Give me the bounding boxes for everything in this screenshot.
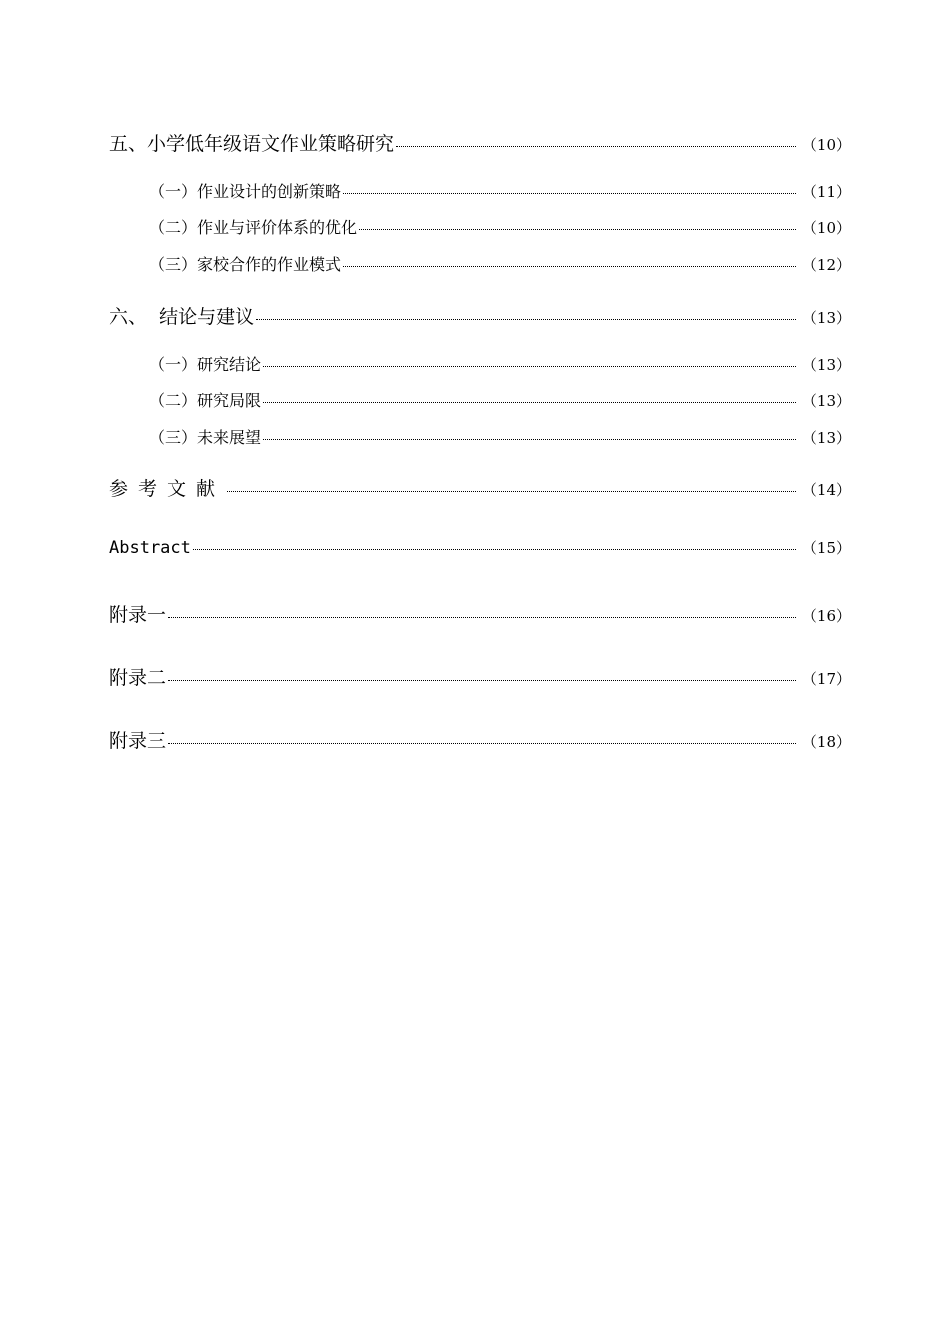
toc-page-number: （12）	[801, 256, 851, 274]
toc-page-number: （10）	[801, 136, 851, 154]
toc-entry-chapter-6[interactable]	[109, 302, 851, 329]
toc-entry-label: Abstract	[109, 538, 191, 558]
toc-page-number: （13）	[801, 356, 851, 374]
dot-leader	[263, 402, 796, 403]
dot-leader	[168, 743, 796, 744]
toc-page-number: （10）	[801, 219, 851, 237]
toc-page-number: （11）	[801, 183, 851, 201]
dot-leader	[256, 319, 796, 320]
toc-entry-references[interactable]	[109, 474, 851, 501]
toc-page-number: （18）	[801, 733, 851, 751]
toc-entry-appendix-3[interactable]	[109, 726, 851, 753]
toc-entry-label: 五、小学低年级语文作业策略研究	[109, 133, 395, 155]
toc-entry-label: 参考文献	[109, 478, 226, 500]
dot-leader	[359, 229, 796, 230]
toc-entry-appendix-2[interactable]	[109, 663, 851, 690]
toc-entry-label: （二）研究局限	[149, 391, 262, 410]
toc-entry-label: （二）作业与评价体系的优化	[149, 218, 358, 237]
dot-leader	[193, 549, 796, 550]
dot-leader	[168, 680, 796, 681]
toc-page-number: （13）	[801, 429, 851, 447]
dot-leader	[227, 491, 796, 492]
toc-entry-label: 附录二	[109, 667, 167, 689]
toc-page-number: （13）	[801, 392, 851, 410]
toc-entry-label: （一）研究结论	[149, 355, 262, 374]
toc-entry-label: 附录三	[109, 730, 167, 752]
toc-page-number: （16）	[801, 607, 851, 625]
toc-entry-section-5-2[interactable]	[109, 215, 851, 238]
toc-page-number: （15）	[801, 539, 851, 557]
toc-entry-label: （三）未来展望	[149, 428, 262, 447]
toc-page-number: （13）	[801, 309, 851, 327]
dot-leader	[263, 439, 796, 440]
toc-entry-section-5-1[interactable]	[109, 179, 851, 202]
toc-entry-abstract[interactable]	[109, 537, 851, 558]
dot-leader	[263, 366, 796, 367]
dot-leader	[168, 617, 796, 618]
toc-entry-label: 附录一	[109, 604, 167, 626]
dot-leader	[396, 146, 796, 147]
toc-page-number: （14）	[801, 481, 851, 499]
toc-entry-section-6-1[interactable]	[109, 352, 851, 375]
toc-entry-section-5-3[interactable]	[109, 252, 851, 275]
toc-entry-appendix-1[interactable]	[109, 600, 851, 627]
toc-entry-label: （三）家校合作的作业模式	[149, 255, 342, 274]
dot-leader	[343, 193, 796, 194]
dot-leader	[343, 266, 796, 267]
toc-entry-section-6-2[interactable]	[109, 388, 851, 411]
toc-page-number: （17）	[801, 670, 851, 688]
toc-entry-chapter-5[interactable]	[109, 129, 851, 156]
toc-entry-label: （一）作业设计的创新策略	[149, 182, 342, 201]
toc-entry-label: 六、 结论与建议	[109, 306, 255, 328]
toc-entry-section-6-3[interactable]	[109, 425, 851, 448]
